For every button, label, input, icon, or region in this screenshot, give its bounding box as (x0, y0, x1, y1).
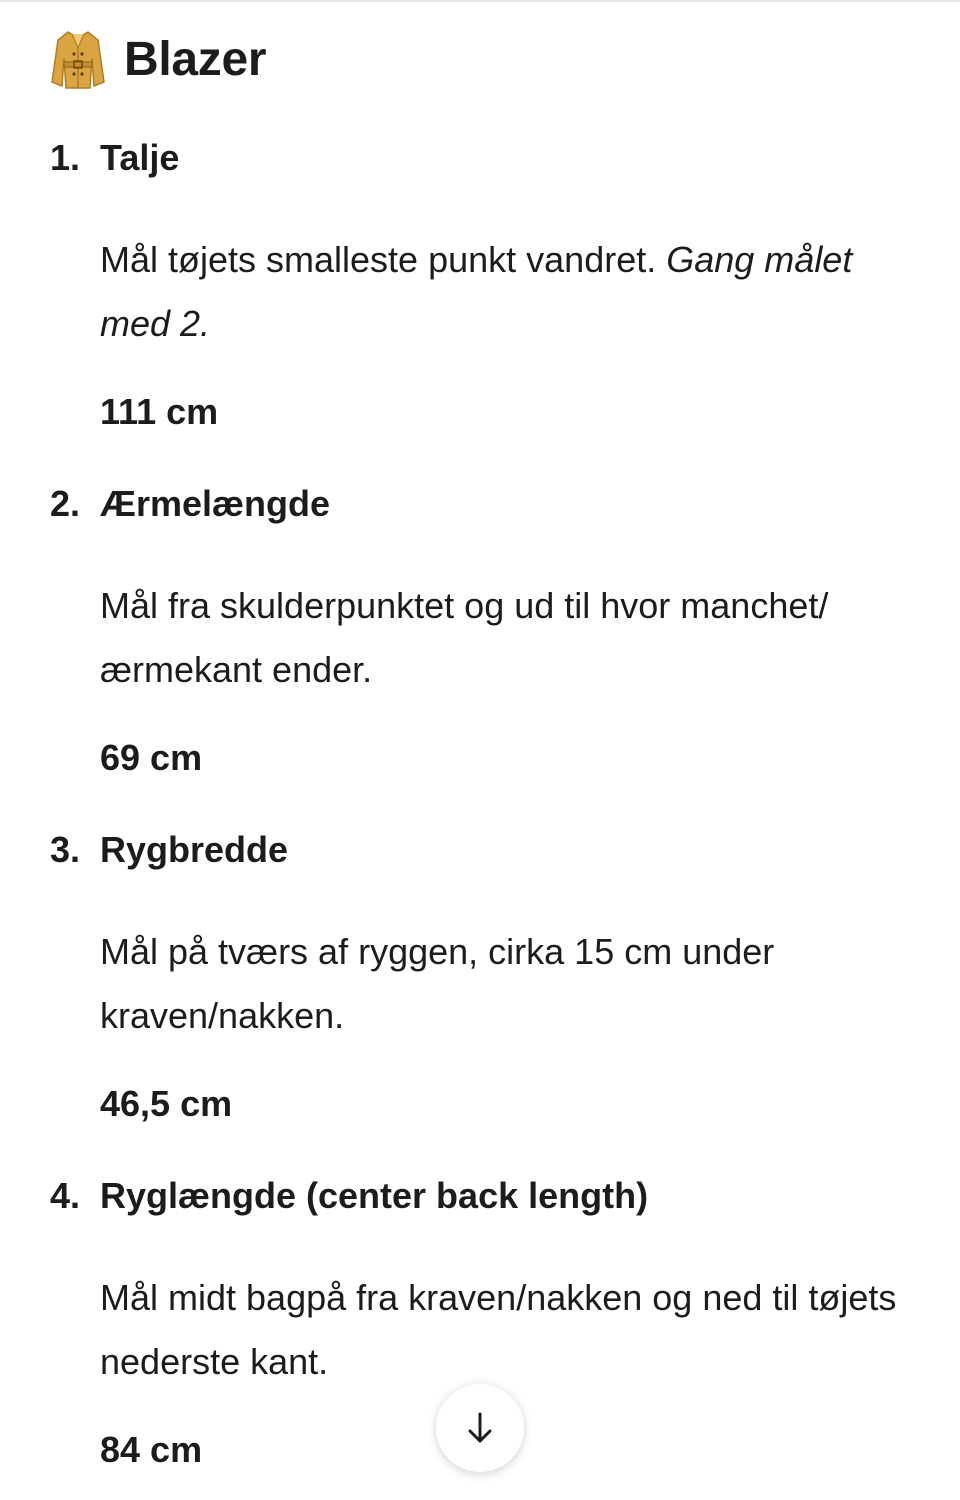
measurement-value: 111 cm (100, 391, 219, 432)
section-title: Ærmelængde (100, 483, 331, 524)
coat-icon (50, 28, 106, 90)
arrow-down-icon (465, 1411, 495, 1445)
section-description (100, 228, 900, 356)
description-text: Mål fra skulderpunktet og ud til hvor manchet/ærmekant ender. (100, 585, 829, 690)
description-text: Mål på tværs af ryggen, cirka 15 cm under kraven/nakken. (100, 931, 775, 1036)
description-note: Gang målet med 2. (100, 239, 853, 344)
section-heading (50, 828, 910, 872)
section-description (100, 574, 900, 702)
scroll-down-button[interactable] (436, 1384, 524, 1472)
section-number: 4. (50, 1175, 81, 1216)
section-heading (50, 482, 910, 526)
description-text: Mål tøjets smalleste punkt vandret. (100, 239, 667, 280)
section-description (100, 1266, 900, 1394)
section-title: Rygbredde (100, 829, 289, 870)
measurement-value: 46,5 cm (100, 1083, 233, 1124)
measurement-section-sleeve-length (50, 482, 910, 780)
measurement-value: 84 cm (100, 1429, 203, 1470)
section-heading (50, 1174, 910, 1218)
section-number: 3. (50, 829, 81, 870)
page-header (50, 24, 266, 94)
measurement-section-waist (50, 136, 910, 434)
section-description (100, 920, 900, 1048)
section-heading (50, 136, 910, 180)
top-divider (0, 0, 960, 2)
measurement-value: 69 cm (100, 737, 203, 778)
section-number: 1. (50, 137, 81, 178)
section-title: Talje (100, 137, 180, 178)
description-text: Mål midt bagpå fra kraven/nakken og ned til tøjets nederste kant. (100, 1277, 897, 1382)
section-title: Ryglængde (center back length) (100, 1175, 649, 1216)
section-number: 2. (50, 483, 81, 524)
measurement-section-back-width (50, 828, 910, 1126)
page-title: Blazer (124, 32, 267, 86)
